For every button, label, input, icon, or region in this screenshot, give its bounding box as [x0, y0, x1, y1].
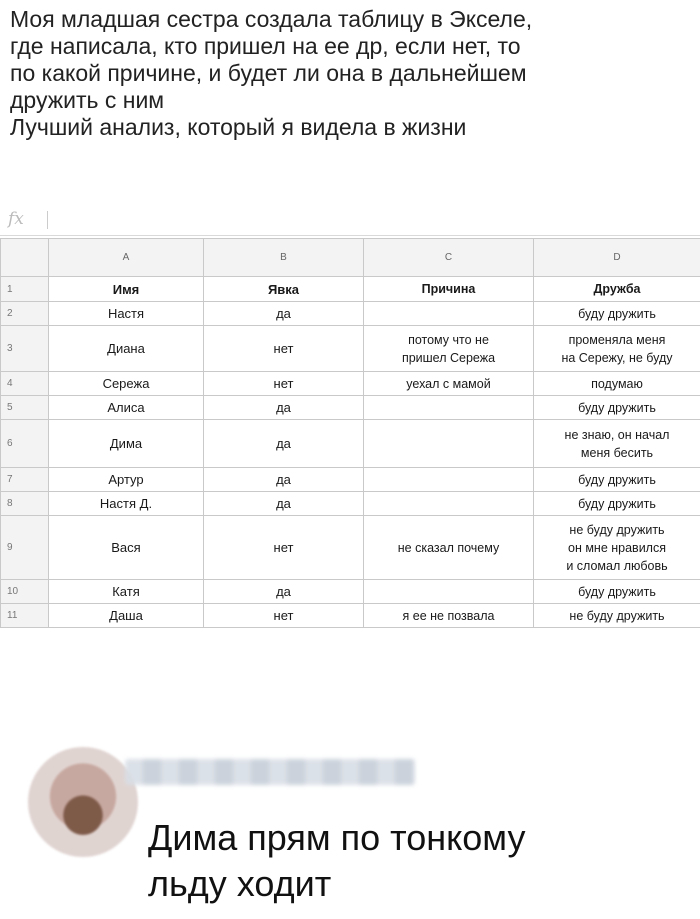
name-cell[interactable]: Настя [49, 302, 204, 326]
friendship-cell[interactable] [534, 492, 700, 516]
caption-line: по какой причине, и будет ли она в дальнейшем [10, 60, 527, 86]
name-cell[interactable]: Артур [49, 468, 204, 492]
name-cell[interactable]: Диана [49, 326, 204, 372]
attendance-cell[interactable]: нет [204, 372, 364, 396]
reason-cell[interactable] [364, 372, 534, 396]
name-cell[interactable]: Даша [49, 604, 204, 628]
name-cell[interactable]: Настя Д. [49, 492, 204, 516]
row-number[interactable]: 3 [1, 326, 49, 372]
table-row [1, 516, 700, 580]
friendship-cell-line: на Сережу, не буду [561, 350, 673, 365]
attendance-cell[interactable]: да [204, 468, 364, 492]
row-number[interactable]: 2 [1, 302, 49, 326]
caption-line: Моя младшая сестра создала таблицу в Экселе, [10, 6, 533, 32]
column-header-a[interactable]: A [49, 239, 204, 277]
table-row [1, 420, 700, 468]
attendance-cell[interactable]: нет [204, 516, 364, 580]
friendship-cell[interactable] [534, 302, 700, 326]
attendance-cell[interactable]: нет [204, 604, 364, 628]
table-row [1, 492, 700, 516]
header-friendship-cell[interactable]: Дружба [534, 277, 700, 302]
table-row [1, 326, 700, 372]
row-number[interactable]: 1 [1, 277, 49, 302]
avatar [28, 747, 138, 857]
row-number[interactable]: 11 [1, 604, 49, 628]
friendship-cell[interactable] [534, 580, 700, 604]
friendship-cell[interactable] [534, 516, 700, 580]
table-row [1, 277, 700, 302]
attendance-cell[interactable]: да [204, 396, 364, 420]
caption-line: Лучший анализ, который я видела в жизни [10, 114, 467, 140]
attendance-cell[interactable]: нет [204, 326, 364, 372]
reason-cell[interactable] [364, 302, 534, 326]
column-header-b[interactable]: B [204, 239, 364, 277]
row-number[interactable]: 8 [1, 492, 49, 516]
attendance-cell[interactable]: да [204, 420, 364, 468]
table-row [1, 580, 700, 604]
friendship-cell-line: меня бесить [580, 445, 654, 460]
comment [0, 740, 700, 919]
friendship-cell-line: он мне нравился [568, 540, 666, 555]
table-row [1, 468, 700, 492]
reason-cell[interactable] [364, 580, 534, 604]
reason-cell-line: уехал с мамой [406, 376, 491, 391]
row-number[interactable]: 7 [1, 468, 49, 492]
reason-cell[interactable] [364, 326, 534, 372]
reason-cell[interactable] [364, 396, 534, 420]
row-number[interactable]: 4 [1, 372, 49, 396]
corner-cell[interactable] [1, 239, 49, 277]
reason-cell[interactable] [364, 492, 534, 516]
comment-line: льду ходит [148, 863, 332, 904]
spreadsheet-grid [0, 238, 700, 628]
name-cell[interactable]: Вася [49, 516, 204, 580]
table-row [1, 302, 700, 326]
row-number[interactable]: 6 [1, 420, 49, 468]
friendship-cell-line: и сломал любовь [566, 558, 668, 573]
attendance-cell[interactable]: да [204, 302, 364, 326]
friendship-cell[interactable] [534, 396, 700, 420]
fx-icon: fx [8, 209, 24, 229]
friendship-cell[interactable] [534, 604, 700, 628]
friendship-cell-line: буду дружить [578, 496, 656, 511]
friendship-cell-line: буду дружить [578, 584, 656, 599]
comment-text [148, 815, 688, 907]
friendship-cell-line: не буду дружить [569, 608, 665, 623]
reason-cell-line: я ее не позвала [402, 608, 495, 623]
name-cell[interactable]: Катя [49, 580, 204, 604]
reason-cell[interactable] [364, 516, 534, 580]
friendship-cell[interactable] [534, 372, 700, 396]
friendship-cell-line: не знаю, он начал [564, 427, 670, 442]
reason-cell[interactable] [364, 420, 534, 468]
header-reason-cell[interactable]: Причина [364, 277, 534, 302]
table-row [1, 396, 700, 420]
formula-separator [47, 211, 48, 229]
friendship-cell[interactable] [534, 420, 700, 468]
friendship-cell-line: подумаю [591, 376, 643, 391]
caption-line: где написала, кто пришел на ее др, если нет, то [10, 33, 521, 59]
header-attendance-cell[interactable]: Явка [204, 277, 364, 302]
name-cell[interactable]: Дима [49, 420, 204, 468]
friendship-cell-line: буду дружить [578, 472, 656, 487]
name-cell[interactable]: Сережа [49, 372, 204, 396]
table-row [1, 372, 700, 396]
formula-bar [0, 205, 700, 236]
blurred-username [125, 759, 415, 785]
reason-cell[interactable] [364, 604, 534, 628]
column-header-d[interactable]: D [534, 239, 700, 277]
column-header-c[interactable]: C [364, 239, 534, 277]
friendship-cell-line: буду дружить [578, 306, 656, 321]
friendship-cell[interactable] [534, 326, 700, 372]
friendship-cell-line: буду дружить [578, 400, 656, 415]
friendship-cell-line: не буду дружить [569, 522, 665, 537]
name-cell[interactable]: Алиса [49, 396, 204, 420]
reason-cell-line: пришел Сережа [401, 350, 496, 365]
post-caption [10, 6, 694, 141]
header-name-cell[interactable]: Имя [49, 277, 204, 302]
table-row [1, 604, 700, 628]
caption-line: дружить с ним [10, 87, 165, 113]
row-number[interactable]: 10 [1, 580, 49, 604]
friendship-cell[interactable] [534, 468, 700, 492]
attendance-cell[interactable]: да [204, 492, 364, 516]
reason-cell-line: потому что не [408, 332, 489, 347]
row-number[interactable]: 9 [1, 516, 49, 580]
row-number[interactable]: 5 [1, 396, 49, 420]
comment-line: Дима прям по тонкому [148, 817, 526, 858]
reason-cell[interactable] [364, 468, 534, 492]
reason-cell-line: не сказал почему [397, 540, 500, 555]
attendance-cell[interactable]: да [204, 580, 364, 604]
friendship-cell-line: променяла меня [568, 332, 666, 347]
